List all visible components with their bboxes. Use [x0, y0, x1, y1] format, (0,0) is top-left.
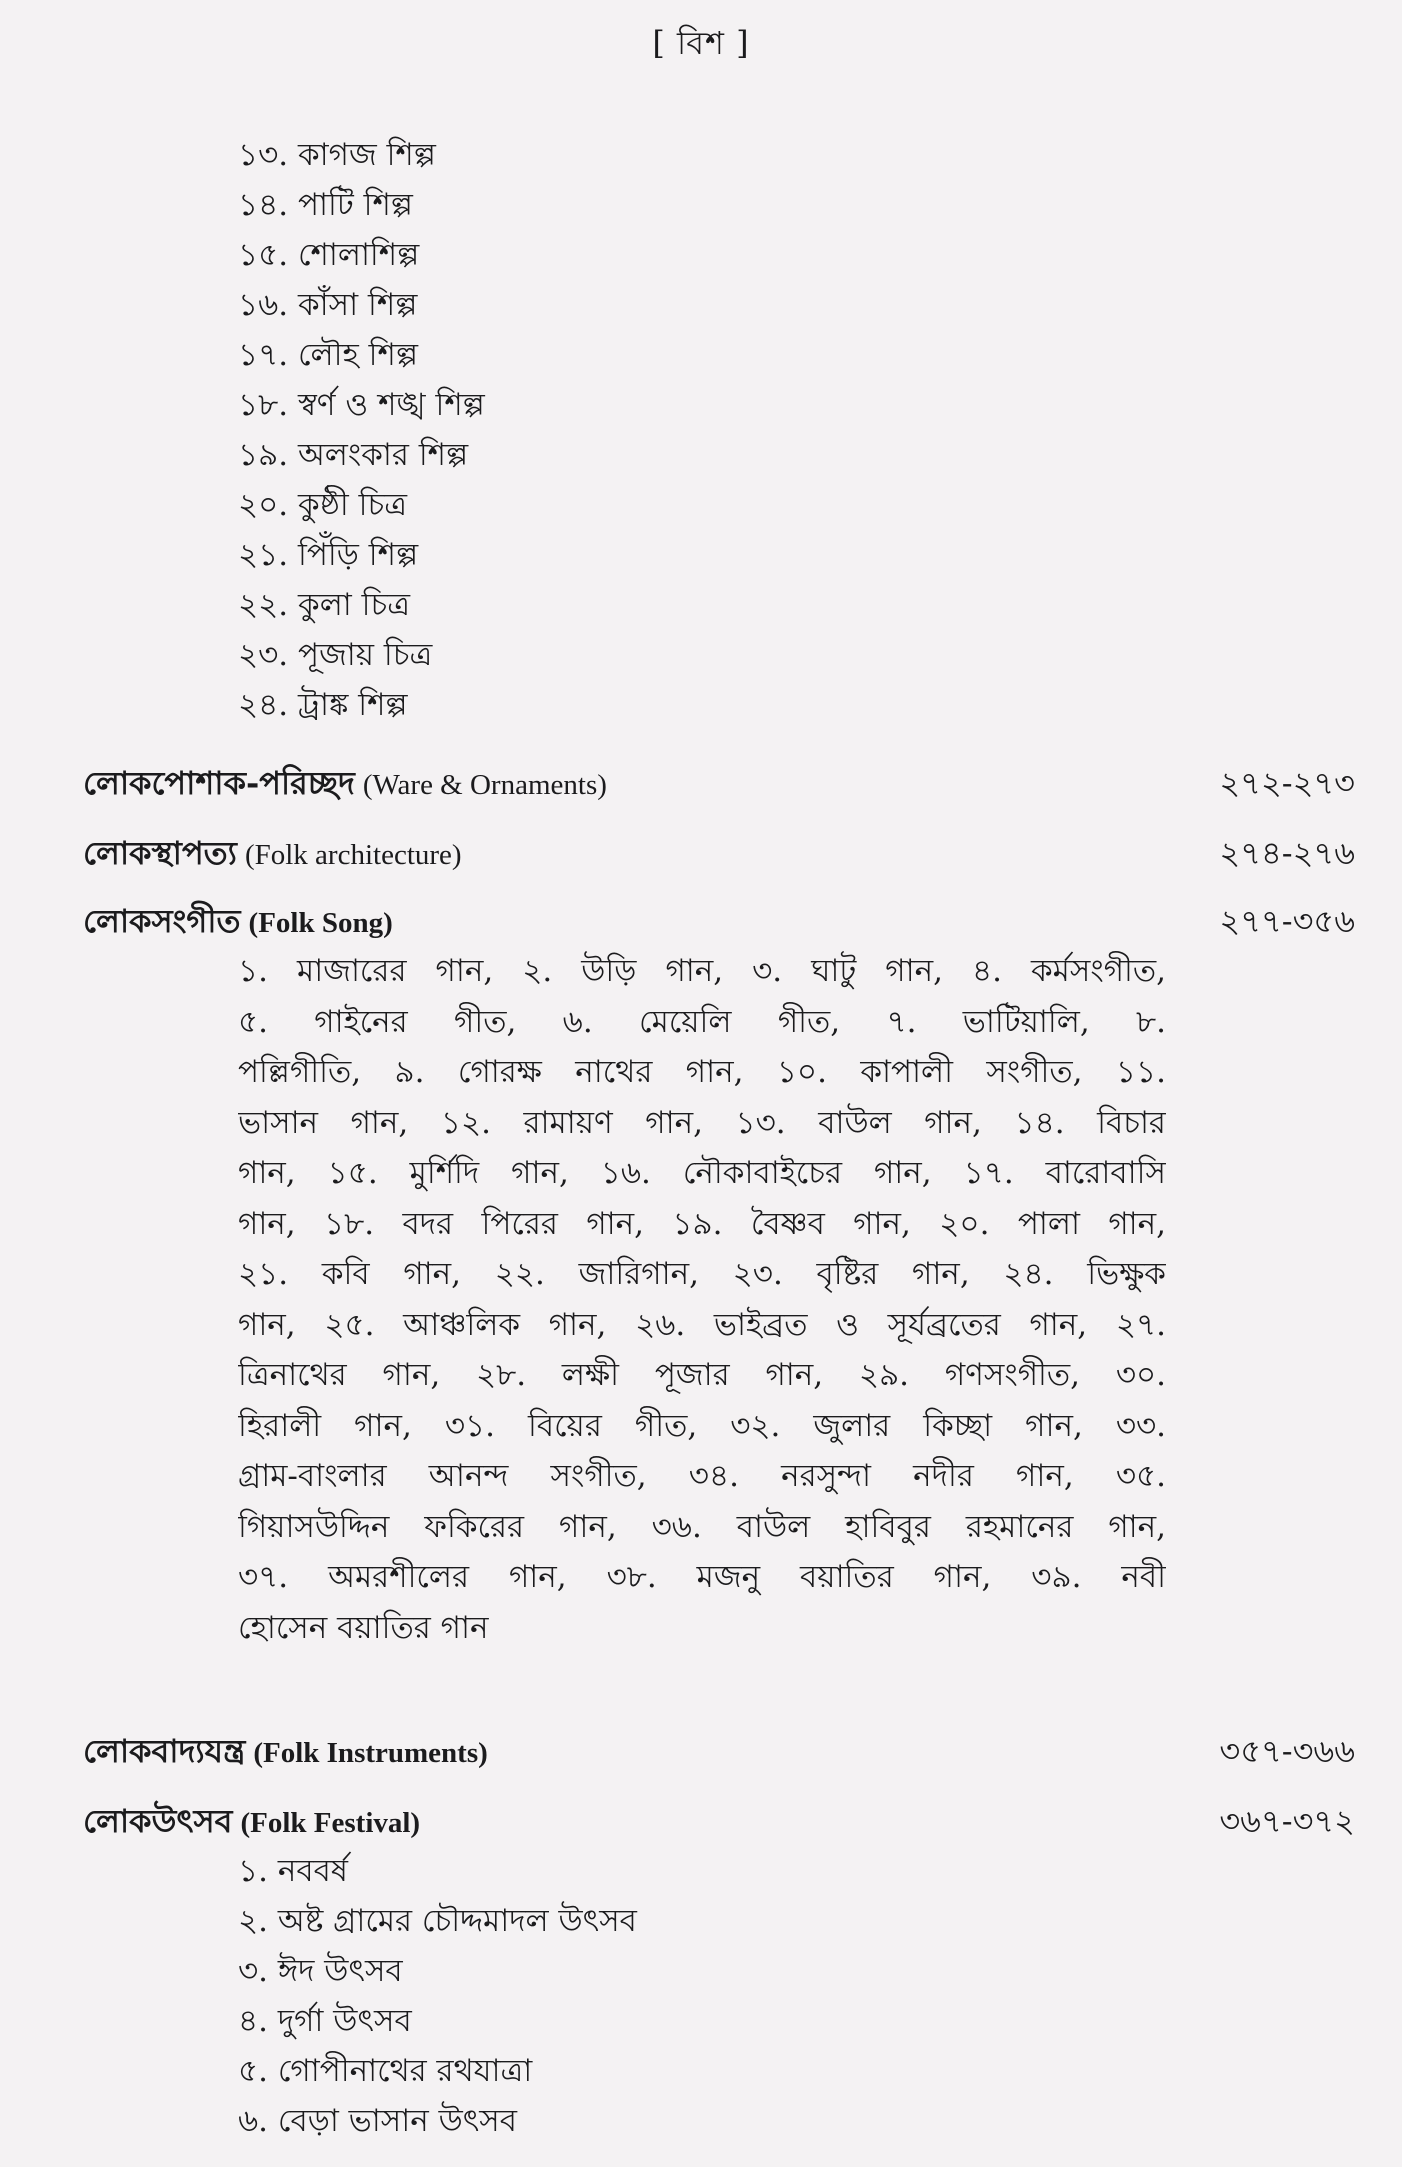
- section-heading-song: [83, 896, 1355, 950]
- list-item: ২৩. পূজায় চিত্র: [238, 637, 433, 673]
- list-item: ২২. কুলা চিত্র: [238, 587, 411, 623]
- section-title-bn: লোকস্থাপত্য: [83, 834, 237, 872]
- paragraph-line: গ্রাম-বাংলার আনন্দ সংগীত, ৩৪. নরসুন্দা নদীর গান, ৩৫.: [238, 1458, 1166, 1494]
- section-heading-architecture: [83, 828, 1355, 882]
- section-title-en: (Folk Instruments): [253, 1737, 488, 1769]
- list-item: ১৮. স্বর্ণ ও শঙ্খ শিল্প: [238, 387, 485, 423]
- page-number-header: [ বিশ ]: [652, 24, 750, 62]
- list-item: ১৩. কাগজ শিল্প: [238, 137, 436, 173]
- section-title-en: (Folk architecture): [244, 839, 462, 871]
- paragraph-line: ৫. গাইনের গীত, ৬. মেয়েলি গীত, ৭. ভাটিয়ালি, ৮.: [238, 1003, 1166, 1040]
- list-item: ১৪. পাটি শিল্প: [238, 187, 413, 223]
- paragraph-line: ত্রিনাথের গান, ২৮. লক্ষী পূজার গান, ২৯. গণসংগীত, ৩০.: [238, 1357, 1166, 1393]
- paragraph-line: ২১. কবি গান, ২২. জারিগান, ২৩. বৃষ্টির গান, ২৪. ভিক্ষুক: [238, 1256, 1166, 1292]
- folk-song-list: [238, 946, 1166, 1653]
- list-item: ১৯. অলংকার শিল্প: [238, 437, 469, 473]
- list-item: ১৭. লৌহ শিল্প: [238, 337, 419, 373]
- list-item: ১৬. কাঁসা শিল্প: [238, 287, 418, 323]
- paragraph-line: ১. মাজারের গান, ২. উড়ি গান, ৩. ঘাটু গান, ৪. কর্মসংগীত,: [238, 953, 1166, 989]
- list-item: ৪. দুর্গা উৎসব: [238, 2003, 412, 2039]
- section-heading-festival: [83, 1796, 1355, 1850]
- paragraph-line: পল্লিগীতি, ৯. গোরক্ষ নাথের গান, ১০. কাপালী সংগীত, ১১.: [238, 1054, 1166, 1090]
- page-range: ৩৫৭-৩৬৬: [1219, 1732, 1355, 1770]
- section-title-bn: লোকসংগীত: [83, 902, 241, 940]
- crafts-list: [238, 130, 485, 730]
- section-title-bn: লোকবাদ্যযন্ত্র: [83, 1732, 246, 1770]
- section-heading-instruments: [83, 1726, 1355, 1780]
- section-title-en: (Folk Festival): [240, 1807, 421, 1839]
- paragraph-line: গান, ১৫. মুর্শিদি গান, ১৬. নৌকাবাইচের গান, ১৭. বারোবাসি: [238, 1155, 1166, 1191]
- paragraph-line: গান, ১৮. বদর পিরের গান, ১৯. বৈষ্ণব গান, ২০. পালা গান,: [238, 1205, 1166, 1242]
- paragraph-line: হিরালী গান, ৩১. বিয়ের গীত, ৩২. জুলার কিচ্ছা গান, ৩৩.: [238, 1407, 1166, 1444]
- list-item: ২৪. ট্রাঙ্ক শিল্প: [238, 687, 408, 723]
- paragraph-line: ভাসান গান, ১২. রামায়ণ গান, ১৩. বাউল গান, ১৪. বিচার: [238, 1104, 1166, 1141]
- paragraph-line: গিয়াসউদ্দিন ফকিরের গান, ৩৬. বাউল হাবিবুর রহমানের গান,: [238, 1508, 1166, 1545]
- list-item: ৫. গোপীনাথের রথযাত্রা: [238, 2053, 533, 2089]
- paragraph-line: গান, ২৫. আঞ্চলিক গান, ২৬. ভাইব্রত ও সূর্যব্রতের গান, ২৭.: [238, 1306, 1166, 1343]
- paragraph-line: ৩৭. অমরশীলের গান, ৩৮. মজনু বয়াতির গান, ৩৯. নবী: [238, 1559, 1166, 1595]
- list-item: ৬. বেড়া ভাসান উৎসব: [238, 2103, 518, 2139]
- section-title-bn: লোকউৎসব: [83, 1802, 233, 1840]
- list-item: ৩. ঈদ উৎসব: [238, 1953, 403, 1989]
- section-title-en: (Ware & Ornaments): [362, 769, 607, 801]
- page-range: ২৭৪-২৭৬: [1219, 834, 1355, 872]
- section-title-en: (Folk Song): [248, 907, 393, 939]
- list-item: ১. নববর্ষ: [238, 1853, 348, 1889]
- list-item: ১৫. শোলাশিল্প: [238, 237, 420, 273]
- page-range: ২৭২-২৭৩: [1219, 764, 1355, 802]
- section-heading-costume: [83, 758, 1355, 812]
- page-range: ২৭৭-৩৫৬: [1219, 902, 1355, 940]
- section-title-bn: লোকপোশাক-পরিচ্ছদ: [83, 764, 355, 802]
- paragraph-line: হোসেন বয়াতির গান: [238, 1609, 489, 1646]
- festival-list: [238, 1846, 637, 2146]
- list-item: ২১. পিঁড়ি শিল্প: [238, 537, 419, 573]
- page-range: ৩৬৭-৩৭২: [1219, 1802, 1355, 1840]
- list-item: ২. অষ্ট গ্রামের চৌদ্দমাদল উৎসব: [238, 1903, 637, 1939]
- list-item: ২০. কুষ্ঠী চিত্র: [238, 487, 408, 523]
